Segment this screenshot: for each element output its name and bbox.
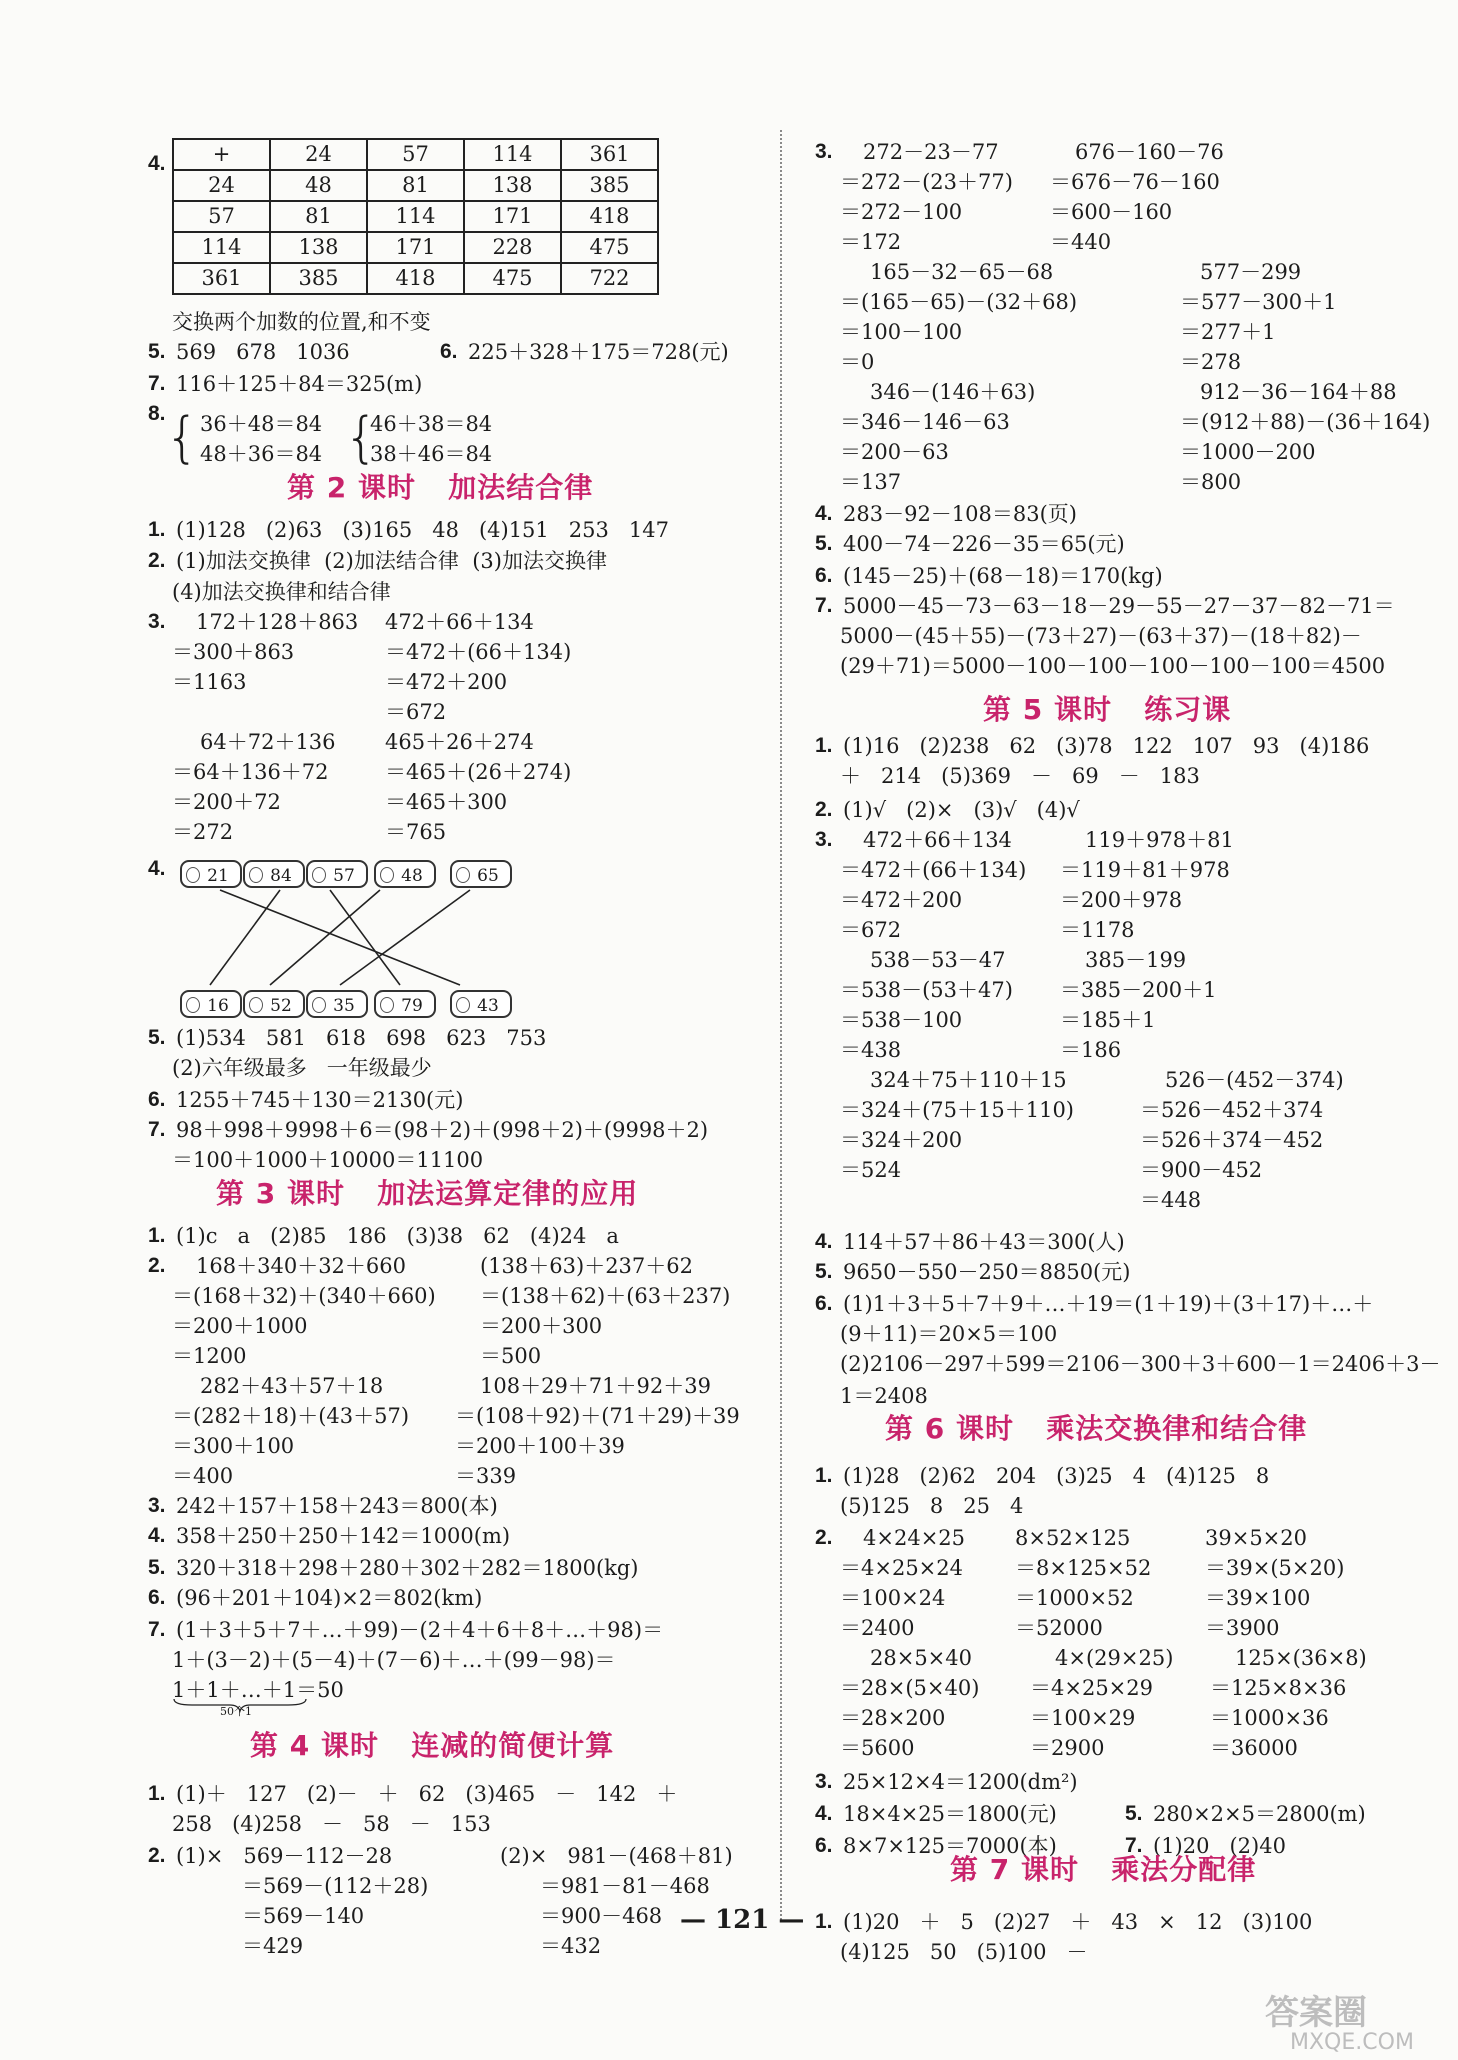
problem-number: 4. <box>815 1802 833 1825</box>
answer-line: (4)加法交换律和结合律 <box>172 580 391 604</box>
problem-number: 2. <box>815 798 833 821</box>
problem-number: 6. <box>815 564 833 587</box>
problem-number: 3. <box>815 140 833 163</box>
watermark-logo: 答案圈 <box>1265 1993 1367 2033</box>
answer-line: (1)16 (2)238 62 (3)78 122 107 93 (4)186 <box>843 734 1370 758</box>
answer-line: ＝385－200＋1 <box>1060 978 1217 1002</box>
section-heading: 第 5 课时 练习课 <box>983 693 1232 726</box>
answer-line: 交换两个加数的位置,和不变 <box>172 310 431 334</box>
table-cell: 57 <box>367 139 464 170</box>
answer-line: (138＋63)＋237＋62 <box>480 1254 693 1278</box>
problem-number: 2. <box>815 1526 833 1549</box>
answer-line: ＝278 <box>1180 350 1242 374</box>
answer-line: 64＋72＋136 <box>200 730 336 754</box>
table-cell: 24 <box>173 170 270 201</box>
answer-line: 114＋57＋86＋43＝300(人) <box>843 1230 1125 1254</box>
number-bubble: 79 <box>374 990 436 1018</box>
answer-line: 98＋998＋9998＋6＝(98＋2)＋(998＋2)＋(9998＋2) <box>176 1118 709 1142</box>
answer-line: 526－(452－374) <box>1165 1068 1344 1092</box>
answer-line: ＝272－100 <box>840 200 963 224</box>
answer-line: ＝8×125×52 <box>1015 1556 1152 1580</box>
answer-line: 39×5×20 <box>1205 1526 1307 1550</box>
problem-number: 5. <box>1125 1802 1143 1825</box>
addition-table <box>172 138 659 295</box>
answer-line: (1)128 (2)63 (3)165 48 (4)151 253 147 <box>176 518 669 542</box>
answer-line: ＝(282＋18)＋(43＋57) <box>172 1404 410 1428</box>
table-row <box>173 232 658 263</box>
answer-line: ＝339 <box>455 1464 517 1488</box>
answer-line: ＝538－100 <box>840 1008 963 1032</box>
problem-number: 7. <box>1125 1834 1143 1857</box>
answer-line: 1＋1＋…＋1＝50 <box>172 1678 344 1702</box>
answer-line: ＝346－146－63 <box>840 410 1010 434</box>
problem-number: 8. <box>148 402 166 425</box>
answer-line: ＝186 <box>1060 1038 1122 1062</box>
answer-line: 400－74－226－35＝65(元) <box>843 532 1125 556</box>
table-cell: 171 <box>464 201 561 232</box>
table-cell: 57 <box>173 201 270 232</box>
answer-line: ＝300＋100 <box>172 1434 295 1458</box>
answer-line: (1)c a (2)85 186 (3)38 62 (4)24 a <box>176 1224 619 1248</box>
answer-line: 472＋66＋134 <box>843 828 1012 852</box>
answer-line: 1255＋745＋130＝2130(元) <box>176 1088 464 1112</box>
answer-line: ＝(912＋88)－(36＋164) <box>1180 410 1431 434</box>
answer-line: (96＋201＋104)×2＝802(km) <box>176 1586 483 1610</box>
table-cell: 114 <box>464 139 561 170</box>
answer-line: (5)125 8 25 4 <box>840 1494 1024 1518</box>
answer-line: 4×(29×25) <box>1055 1646 1174 1670</box>
answer-line: ＝172 <box>840 230 902 254</box>
problem-number: 7. <box>148 1618 166 1641</box>
answer-line: 676－160－76 <box>1075 140 1224 164</box>
answer-line: ＝0 <box>840 350 875 374</box>
answer-line: (2)2106－297＋599＝2106－300＋3＋600－1＝2406＋3－ <box>840 1352 1441 1376</box>
problem-number: 1. <box>148 518 166 541</box>
answer-line: 5000－(45＋55)－(73＋27)－(63＋37)－(18＋82)－ <box>840 624 1362 648</box>
answer-line: 912－36－164＋88 <box>1200 380 1397 404</box>
answer-line: 1＝2408 <box>840 1384 928 1408</box>
answer-line: 465＋26＋274 <box>385 730 534 754</box>
problem-number: 3. <box>148 1494 166 1517</box>
answer-line: ＝28×(5×40) <box>840 1676 980 1700</box>
answer-line: ＝100－100 <box>840 320 963 344</box>
answer-line: ＝200＋978 <box>1060 888 1183 912</box>
answer-line: ＝900－452 <box>1140 1158 1263 1182</box>
table-cell: 722 <box>561 263 658 294</box>
answer-line: ＝1178 <box>1060 918 1135 942</box>
answer-line: 8×52×125 <box>1015 1526 1131 1550</box>
problem-number: 3. <box>815 828 833 851</box>
brace-icon: { <box>165 406 200 469</box>
table-cell: 81 <box>270 201 367 232</box>
answer-line: ＝100×29 <box>1030 1706 1136 1730</box>
answer-line: (1)加法交换律 (2)加法结合律 (3)加法交换律 <box>176 549 607 573</box>
answer-line: ＝500 <box>480 1344 542 1368</box>
section-heading: 第 4 课时 连减的简便计算 <box>250 1729 615 1762</box>
answer-line: 538－53－47 <box>870 948 1006 972</box>
table-cell: 114 <box>173 232 270 263</box>
answer-line: ＝200＋300 <box>480 1314 603 1338</box>
answer-line: ＝(138＋62)＋(63＋237) <box>480 1284 731 1308</box>
answer-line: ＋ 214 (5)369 － 69 － 183 <box>840 764 1200 788</box>
answer-line: ＝1000×36 <box>1210 1706 1329 1730</box>
watermark-url: MXQE.COM <box>1290 2030 1414 2055</box>
answer-line: 225＋328＋175＝728(元) <box>468 340 729 364</box>
answer-line: 472＋66＋134 <box>385 610 534 634</box>
problem-number: 2. <box>148 1254 166 1277</box>
answer-line: ＝(168＋32)＋(340＋660) <box>172 1284 436 1308</box>
answer-line: ＝39×100 <box>1205 1586 1311 1610</box>
number-bubble: 16 <box>180 990 242 1018</box>
answer-line: 242＋157＋158＋243＝800(本) <box>176 1494 498 1518</box>
answer-line: ＝36000 <box>1210 1736 1298 1760</box>
answer-line: 168＋340＋32＋660 <box>176 1254 406 1278</box>
table-cell: 418 <box>561 201 658 232</box>
table-cell: 475 <box>464 263 561 294</box>
answer-line: ＝4×25×24 <box>840 1556 963 1580</box>
problem-number: 6. <box>148 1586 166 1609</box>
problem-number: 3. <box>148 610 166 633</box>
answer-line: 282＋43＋57＋18 <box>200 1374 384 1398</box>
table-cell: 24 <box>270 139 367 170</box>
answer-line: ＝440 <box>1050 230 1112 254</box>
answer-line: 25×12×4＝1200(dm²) <box>843 1770 1078 1794</box>
answer-line: (1＋3＋5＋7＋…＋99)－(2＋4＋6＋8＋…＋98)＝ <box>176 1618 664 1642</box>
answer-line: 1＋(3－2)＋(5－4)＋(7－6)＋…＋(99－98)＝ <box>172 1648 616 1672</box>
answer-line: ＝28×200 <box>840 1706 946 1730</box>
answer-line: ＝2900 <box>1030 1736 1105 1760</box>
answer-line: ＝200＋1000 <box>172 1314 308 1338</box>
answer-line: 108＋29＋71＋92＋39 <box>480 1374 711 1398</box>
answer-line: ＝569－(112＋28) <box>242 1874 429 1898</box>
answer-line: ＝272 <box>172 820 234 844</box>
section-heading: 第 7 课时 乘法分配律 <box>950 1853 1257 1886</box>
answer-line: 385－199 <box>1085 948 1187 972</box>
table-cell: 171 <box>367 232 464 263</box>
problem-number: 5. <box>815 532 833 555</box>
table-cell: 361 <box>561 139 658 170</box>
answer-line: ＝119＋81＋978 <box>1060 858 1230 882</box>
answer-line: 320＋318＋298＋280＋302＋282＝1800(kg) <box>176 1556 639 1580</box>
problem-number: 6. <box>815 1292 833 1315</box>
answer-line: ＝900－468 <box>540 1904 663 1928</box>
answer-line: ＝538－(53＋47) <box>840 978 1013 1002</box>
answer-line: ＝526＋374－452 <box>1140 1128 1324 1152</box>
answer-line: 569 678 1036 <box>176 340 397 364</box>
answer-line: (2)× 981－(468＋81) <box>500 1844 733 1868</box>
answer-line: ＝200＋100＋39 <box>455 1434 625 1458</box>
answer-line: ＝(108＋92)＋(71＋29)＋39 <box>455 1404 740 1428</box>
answer-line: (1)1＋3＋5＋7＋9＋…＋19＝(1＋19)＋(3＋17)＋…＋ <box>843 1292 1374 1316</box>
number-bubble: 48 <box>374 860 436 888</box>
answer-line: ＝472＋(66＋134) <box>840 858 1027 882</box>
answer-line: (9＋11)＝20×5＝100 <box>840 1322 1058 1346</box>
answer-line: 324＋75＋110＋15 <box>870 1068 1067 1092</box>
table-row <box>173 201 658 232</box>
answer-line: ＝1000－200 <box>1180 440 1316 464</box>
table-cell: 114 <box>367 201 464 232</box>
table-cell: 385 <box>270 263 367 294</box>
answer-line: 46＋38＝84 <box>370 412 493 436</box>
answer-line: ＝1000×52 <box>1015 1586 1134 1610</box>
answer-line: ＝277＋1 <box>1180 320 1276 344</box>
answer-line: 358＋250＋250＋142＝1000(m) <box>176 1524 511 1548</box>
section-heading: 第 3 课时 加法运算定律的应用 <box>216 1177 639 1210</box>
answer-line: ＝39×(5×20) <box>1205 1556 1345 1580</box>
answer-line: (1)× 569－112－28 <box>176 1844 393 1868</box>
answer-line: ＝524 <box>840 1158 902 1182</box>
problem-number: 4. <box>815 1230 833 1253</box>
answer-line: (1)28 (2)62 204 (3)25 4 (4)125 8 <box>843 1464 1270 1488</box>
problem-number: 7. <box>148 372 166 395</box>
column-divider <box>780 130 782 1920</box>
problem-number: 4. <box>148 1524 166 1547</box>
answer-line: ＝52000 <box>1015 1616 1103 1640</box>
answer-line: 125×(36×8) <box>1235 1646 1367 1670</box>
answer-line: (1)20 (2)40 <box>1153 1834 1286 1858</box>
answer-line: ＝1200 <box>172 1344 247 1368</box>
answer-line: 172＋128＋863 <box>176 610 359 634</box>
answer-line: 577－299 <box>1200 260 1302 284</box>
answer-line: ＝400 <box>172 1464 234 1488</box>
answer-line: (1)＋ 127 (2)－ ＋ 62 (3)465 － 142 ＋ <box>176 1782 678 1806</box>
problem-number: 5. <box>148 1026 166 1049</box>
answer-line: ＝300＋863 <box>172 640 295 664</box>
number-bubble: 21 <box>180 860 242 888</box>
table-cell: 418 <box>367 263 464 294</box>
answer-line: ＝64＋136＋72 <box>172 760 329 784</box>
answer-line: ＝465＋(26＋274) <box>385 760 572 784</box>
answer-line: (1)534 581 618 698 623 753 <box>176 1026 547 1050</box>
answer-line: ＝765 <box>385 820 447 844</box>
answer-line: ＝448 <box>1140 1188 1202 1212</box>
answer-line: (145－25)＋(68－18)＝170(kg) <box>843 564 1163 588</box>
answer-line: 280×2×5＝2800(m) <box>1153 1802 1366 1826</box>
answer-line: ＝100＋1000＋10000＝11100 <box>172 1148 484 1172</box>
answer-line: 28×5×40 <box>870 1646 972 1670</box>
answer-line: ＝3900 <box>1205 1616 1280 1640</box>
number-bubble: 52 <box>243 990 305 1018</box>
answer-line: ＝526－452＋374 <box>1140 1098 1324 1122</box>
answer-line: ＝324＋(75＋15＋110) <box>840 1098 1074 1122</box>
table-cell: 361 <box>173 263 270 294</box>
problem-number: 4. <box>815 502 833 525</box>
answer-line: ＝324＋200 <box>840 1128 963 1152</box>
answer-line: ＝569－140 <box>242 1904 365 1928</box>
brace-icon: { <box>344 406 379 469</box>
answer-line: 119＋978＋81 <box>1085 828 1234 852</box>
number-bubble: 65 <box>450 860 512 888</box>
answer-line: ＝465＋300 <box>385 790 508 814</box>
problem-number: 4. <box>148 152 166 175</box>
problem-number: 6. <box>815 1834 833 1857</box>
answer-line: ＝472＋200 <box>840 888 963 912</box>
answer-line: 283－92－108＝83(页) <box>843 502 1077 526</box>
table-cell: 48 <box>270 170 367 201</box>
answer-line: ＝5600 <box>840 1736 915 1760</box>
problem-number: 1. <box>148 1224 166 1247</box>
section-heading: 第 6 课时 乘法交换律和结合律 <box>885 1412 1308 1445</box>
problem-number: 5. <box>148 340 166 363</box>
problem-number: 1. <box>815 1464 833 1487</box>
answer-line: ＝472＋200 <box>385 670 508 694</box>
table-cell: 385 <box>561 170 658 201</box>
answer-line: 50个1 <box>220 1705 252 1718</box>
table-cell: + <box>173 139 270 170</box>
answer-line: ＝600－160 <box>1050 200 1173 224</box>
page-number: — 121 — <box>680 1905 805 1935</box>
answer-line: ＝200＋72 <box>172 790 281 814</box>
answer-line: 18×4×25＝1800(元) <box>843 1802 1104 1826</box>
number-bubble: 43 <box>450 990 512 1018</box>
answer-line: 38＋46＝84 <box>370 442 493 466</box>
answer-line: 165－32－65－68 <box>870 260 1054 284</box>
underbrace-icon <box>172 1697 312 1713</box>
answer-line: ＝577－300＋1 <box>1180 290 1337 314</box>
problem-number: 5. <box>148 1556 166 1579</box>
answer-line: ＝125×8×36 <box>1210 1676 1347 1700</box>
answer-line: ＝981－81－468 <box>540 1874 710 1898</box>
answer-line: 116＋125＋84＝325(m) <box>176 372 423 396</box>
problem-number: 7. <box>148 1118 166 1141</box>
answer-line: ＝432 <box>540 1934 602 1958</box>
problem-number: 4. <box>148 857 166 880</box>
number-bubble: 84 <box>243 860 305 888</box>
answer-line: 272－23－77 <box>843 140 999 164</box>
table-row <box>173 139 658 170</box>
answer-line: (2)六年级最多 一年级最少 <box>172 1056 432 1080</box>
answer-line: ＝429 <box>242 1934 304 1958</box>
table-cell: 138 <box>464 170 561 201</box>
answer-line: (29＋71)＝5000－100－100－100－100－100＝4500 <box>840 654 1386 678</box>
answer-line: 4×24×25 <box>843 1526 966 1550</box>
answer-line: ＝672 <box>840 918 902 942</box>
answer-line: 48＋36＝84 <box>200 442 323 466</box>
answer-line: (4)125 50 (5)100 － <box>840 1940 1088 1964</box>
answer-line: ＝185＋1 <box>1060 1008 1156 1032</box>
problem-number: 1. <box>815 1910 833 1933</box>
answer-line: 5000－45－73－63－18－29－55－27－37－82－71＝ <box>843 594 1395 618</box>
answer-line: ＝2400 <box>840 1616 915 1640</box>
table-row <box>173 263 658 294</box>
answer-line: ＝472＋(66＋134) <box>385 640 572 664</box>
problem-number: 3. <box>815 1770 833 1793</box>
problem-number: 2. <box>148 1844 166 1867</box>
problem-number: 6. <box>148 1088 166 1111</box>
answer-line: (1)20 ＋ 5 (2)27 ＋ 43 × 12 (3)100 <box>843 1910 1313 1934</box>
answer-line: ＝438 <box>840 1038 902 1062</box>
answer-line: ＝800 <box>1180 470 1242 494</box>
table-cell: 138 <box>270 232 367 263</box>
number-bubble: 35 <box>306 990 368 1018</box>
problem-number: 7. <box>815 594 833 617</box>
table-cell: 228 <box>464 232 561 263</box>
table-cell: 475 <box>561 232 658 263</box>
problem-number: 1. <box>815 734 833 757</box>
answer-line: ＝672 <box>385 700 447 724</box>
answer-line: 258 (4)258 － 58 － 153 <box>172 1812 491 1836</box>
answer-line: ＝200－63 <box>840 440 949 464</box>
problem-number: 2. <box>148 549 166 572</box>
answer-line: 36＋48＝84 <box>200 412 323 436</box>
answer-line: (1)√ (2)× (3)√ (4)√ <box>843 798 1080 822</box>
answer-line: ＝(165－65)－(32＋68) <box>840 290 1078 314</box>
table-row <box>173 170 658 201</box>
answer-line: ＝4×25×29 <box>1030 1676 1153 1700</box>
answer-line: ＝137 <box>840 470 902 494</box>
answer-line: ＝676－76－160 <box>1050 170 1220 194</box>
problem-number: 6. <box>440 340 458 363</box>
answer-line: ＝1163 <box>172 670 247 694</box>
table-cell: 81 <box>367 170 464 201</box>
answer-line: 8×7×125＝7000(本) <box>843 1834 1104 1858</box>
problem-number: 1. <box>148 1782 166 1805</box>
problem-number: 5. <box>815 1260 833 1283</box>
answer-line: ＝272－(23＋77) <box>840 170 1013 194</box>
answer-line: ＝100×24 <box>840 1586 946 1610</box>
answer-line: 9650－550－250＝8850(元) <box>843 1260 1131 1284</box>
number-bubble: 57 <box>306 860 368 888</box>
answer-line: 346－(146＋63) <box>870 380 1036 404</box>
section-heading: 第 2 课时 加法结合律 <box>287 471 594 504</box>
